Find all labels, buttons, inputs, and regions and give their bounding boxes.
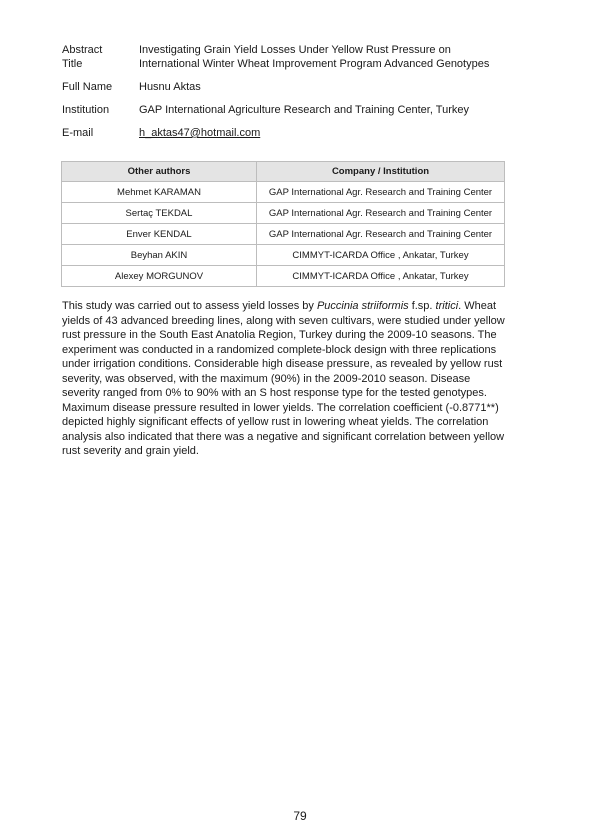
abstract-title-line1: Investigating Grain Yield Losses Under Yellow Rust Pressure on (139, 44, 451, 56)
email-label: E-mail (62, 127, 94, 139)
institution-label: Institution (62, 104, 110, 116)
abstract-text: f.sp. (408, 300, 436, 312)
abstract-body (62, 299, 510, 459)
abstract-title-label (62, 43, 139, 71)
email-link[interactable]: h_aktas47@hotmail.com (139, 127, 261, 139)
forma-specialis: tritici (435, 300, 459, 312)
species-name: Puccinia striiformis (316, 300, 409, 312)
table-row (62, 266, 505, 287)
other-authors-table (61, 161, 505, 287)
abstract-title-line2: International Winter Wheat Improvement Program Advanced Genotypes (139, 58, 490, 70)
table-row (62, 203, 505, 224)
author-name: Enver KENDAL (62, 224, 257, 245)
table-row (62, 245, 505, 266)
abstract-title-label-line1: Abstract (62, 44, 103, 56)
author-institution: GAP International Agr. Research and Training Center (257, 203, 505, 224)
author-institution: GAP International Agr. Research and Training Center (257, 224, 505, 245)
table-row (62, 182, 505, 203)
abstract-metadata (62, 43, 542, 149)
institution-row (62, 103, 542, 117)
institution: GAP International Agriculture Research and Training Center, Turkey (139, 104, 469, 116)
full-name: Husnu Aktas (139, 81, 201, 93)
abstract-text: . Wheat yields of 43 advanced breeding lines, along with seven cultivars, were studied under yellow rust pressure in the South East Anatolia Region, Turkey during the 2009-10 seasons. The experiment was conducted in a randomized complete-block design with three replications under irrigation conditions. Considerable high disease pressure, as revealed by yellow rust severity, was observed, with the maximum (90%) in the 2009-2010 season. Disease severity ranged from 0% to 90% with an S host response type for the tested genotypes. Maximum disease pressure resulted in lower yields. The correlation coefficient (-0.8771**) depicted highly significant effects of yellow rust in lowering wheat yields. The correlation analysis also indicated that there was a negative and significant correlation between yellow rust severity and grain yield. (62, 300, 505, 457)
abstract-title-row (62, 43, 542, 71)
column-header-other-authors: Other authors (62, 162, 257, 182)
author-name: Beyhan AKIN (62, 245, 257, 266)
author-name: Alexey MORGUNOV (62, 266, 257, 287)
full-name-row (62, 80, 542, 94)
column-header-company-institution: Company / Institution (257, 162, 505, 182)
author-institution: CIMMYT-ICARDA Office , Ankatar, Turkey (257, 266, 505, 287)
abstract-title (139, 43, 542, 71)
email-row (62, 126, 542, 140)
author-institution: GAP International Agr. Research and Training Center (257, 182, 505, 203)
page-number: 79 (293, 809, 307, 823)
abstract-title-label-line2: Title (62, 58, 83, 70)
author-name: Mehmet KARAMAN (62, 182, 257, 203)
table-header-row (62, 162, 505, 182)
table-row (62, 224, 505, 245)
full-name-label: Full Name (62, 81, 113, 93)
author-name: Sertaç TEKDAL (62, 203, 257, 224)
author-institution: CIMMYT-ICARDA Office , Ankatar, Turkey (257, 245, 505, 266)
abstract-text: This study was carried out to assess yield losses by (62, 300, 317, 312)
